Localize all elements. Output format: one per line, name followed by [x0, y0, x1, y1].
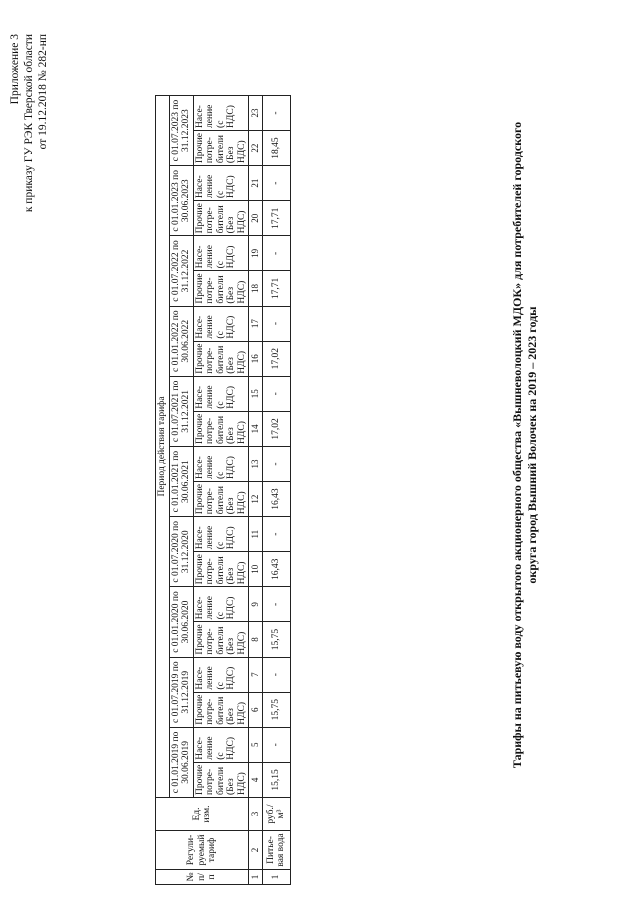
column-number: 12: [249, 481, 263, 516]
subheader-other: Прочие потре-бители (Без НДС): [193, 201, 249, 236]
subheader-other: Прочие потре-бители (Без НДС): [193, 762, 249, 797]
tariff-value: -: [262, 166, 290, 201]
period-header: с 01.01.2019 по 30.06.2019: [169, 727, 193, 797]
tariff-value: 15,75: [262, 622, 290, 657]
header-row-consumers: [193, 95, 249, 884]
tariff-value: -: [262, 236, 290, 271]
subheader-other: Прочие потре-бители (Без НДС): [193, 411, 249, 446]
tariff-value: -: [262, 657, 290, 692]
column-number: 4: [249, 762, 263, 797]
column-number: 19: [249, 236, 263, 271]
subheader-population: Насе-ление (с НДС): [193, 517, 249, 552]
tariff-value: 16,43: [262, 481, 290, 516]
subheader-other: Прочие потре-бители (Без НДС): [193, 481, 249, 516]
row-number: 1: [262, 870, 290, 885]
period-header: с 01.07.2022 по 31.12.2022: [169, 236, 193, 306]
row-unit: руб./ м³: [262, 798, 290, 831]
period-header: с 01.07.2023 по 31.12.2023: [169, 95, 193, 165]
title-line-1: Тарифы на питьевую воду открытого акционерного общества «Вышневолоцкий МДОК» для потребителей городского: [510, 121, 524, 769]
tariff-value: 15,15: [262, 762, 290, 797]
tariff-value: -: [262, 446, 290, 481]
tariff-value: -: [262, 95, 290, 130]
period-header: с 01.01.2020 по 30.06.2020: [169, 587, 193, 657]
column-number: 18: [249, 271, 263, 306]
subheader-other: Прочие потре-бители (Без НДС): [193, 341, 249, 376]
column-number-row: [249, 95, 263, 884]
appendix-line-1: Приложение 3: [9, 34, 21, 105]
subheader-population: Насе-ление (с НДС): [193, 446, 249, 481]
column-number: 2: [249, 831, 263, 870]
tariff-value: -: [262, 727, 290, 762]
tariff-value: 17,02: [262, 341, 290, 376]
subheader-population: Насе-ление (с НДС): [193, 657, 249, 692]
tariff-value: 17,71: [262, 201, 290, 236]
title-line-2: округа город Вышний Волочек на 2019 – 2023 годы: [525, 306, 539, 584]
period-header: с 01.07.2019 по 31.12.2019: [169, 657, 193, 727]
period-header: с 01.07.2021 по 31.12.2021: [169, 376, 193, 446]
column-number: 1: [249, 870, 263, 885]
column-number: 11: [249, 517, 263, 552]
column-number: 8: [249, 622, 263, 657]
appendix-line-3: от 19.12.2018 № 282-нп: [37, 34, 49, 150]
subheader-population: Насе-ление (с НДС): [193, 166, 249, 201]
subheader-population: Насе-ление (с НДС): [193, 306, 249, 341]
column-number: 5: [249, 727, 263, 762]
table-row: [262, 95, 290, 884]
column-number: 10: [249, 552, 263, 587]
subheader-other: Прочие потре-бители (Без НДС): [193, 622, 249, 657]
subheader-other: Прочие потре-бители (Без НДС): [193, 130, 249, 165]
column-number: 21: [249, 166, 263, 201]
column-number: 9: [249, 587, 263, 622]
header-period: Период действия тарифа: [156, 95, 170, 797]
appendix-line-2: к приказу ГУ РЭК Тверской области: [23, 34, 35, 213]
tariff-value: 15,75: [262, 692, 290, 727]
header-number: № п/ п: [156, 870, 249, 885]
subheader-other: Прочие потре-бители (Без НДС): [193, 271, 249, 306]
row-tariff-name: Питье-вая вода: [262, 831, 290, 870]
column-number: 17: [249, 306, 263, 341]
subheader-population: Насе-ление (с НДС): [193, 376, 249, 411]
tariff-table: [155, 95, 291, 885]
column-number: 23: [249, 95, 263, 130]
tariff-value: -: [262, 376, 290, 411]
tariff-value: 17,71: [262, 271, 290, 306]
column-number: 22: [249, 130, 263, 165]
period-header: с 01.01.2021 по 30.06.2021: [169, 446, 193, 516]
tariff-value: 17,02: [262, 411, 290, 446]
column-number: 7: [249, 657, 263, 692]
appendix-header: [8, 34, 50, 212]
column-number: 15: [249, 376, 263, 411]
column-number: 20: [249, 201, 263, 236]
document-title: [510, 95, 540, 795]
subheader-population: Насе-ление (с НДС): [193, 587, 249, 622]
tariff-value: 18,45: [262, 130, 290, 165]
column-number: 6: [249, 692, 263, 727]
subheader-other: Прочие потре-бители (Без НДС): [193, 692, 249, 727]
subheader-population: Насе-ление (с НДС): [193, 236, 249, 271]
column-number: 14: [249, 411, 263, 446]
tariff-value: -: [262, 306, 290, 341]
column-number: 3: [249, 798, 263, 831]
subheader-other: Прочие потре-бители (Без НДС): [193, 552, 249, 587]
tariff-value: 16,43: [262, 552, 290, 587]
header-tariff: Регули-руемый тариф: [156, 831, 249, 870]
column-number: 13: [249, 446, 263, 481]
period-header: с 01.01.2023 по 30.06.2023: [169, 166, 193, 236]
tariff-value: -: [262, 517, 290, 552]
tariff-value: -: [262, 587, 290, 622]
period-header: с 01.01.2022 по 30.06.2022: [169, 306, 193, 376]
subheader-population: Насе-ление (с НДС): [193, 727, 249, 762]
header-unit: Ед. изм.: [156, 798, 249, 831]
header-row-1: [156, 95, 170, 884]
column-number: 16: [249, 341, 263, 376]
subheader-population: Насе-ление (с НДС): [193, 95, 249, 130]
period-header: с 01.07.2020 по 31.12.2020: [169, 517, 193, 587]
header-row-periods: [169, 95, 193, 884]
